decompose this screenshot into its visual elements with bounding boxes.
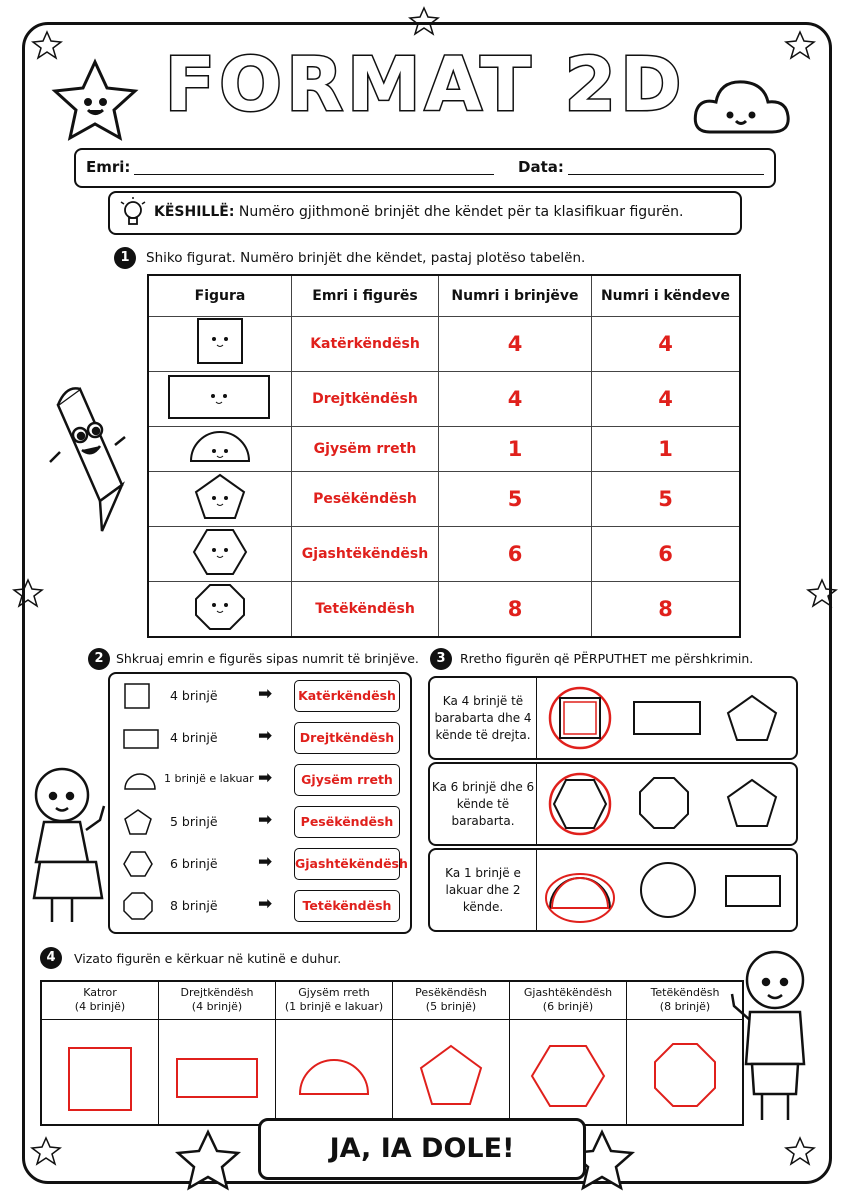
draw-cell[interactable]: [393, 982, 510, 1124]
semicircle-drawing: [300, 1060, 368, 1094]
column-title: Katror: [83, 986, 117, 999]
list-item: [110, 888, 410, 924]
sides-count: 4: [439, 317, 592, 372]
tip-text: [154, 204, 683, 220]
answer-field[interactable]: Pesëkëndësh: [294, 806, 400, 838]
date-field[interactable]: [568, 174, 764, 175]
sides-count: 4: [439, 372, 592, 427]
star-icon: [14, 580, 42, 606]
table-header: Emri i figurës: [292, 275, 439, 317]
answer-field[interactable]: Gjashtëkëndësh: [294, 848, 400, 880]
list-item: [110, 720, 410, 756]
rectangle-icon[interactable]: [634, 702, 700, 734]
smiling-star-icon: [55, 62, 135, 138]
lightbulb-icon: [118, 197, 148, 229]
shape-options: [538, 678, 794, 758]
section3-instruction: Rretho figurën që PËRPUTHET me përshkrimin.: [460, 651, 754, 666]
table-header-row: [148, 275, 740, 317]
sides-label: 4 brinjë: [170, 730, 218, 745]
pentagon-icon: [122, 807, 154, 837]
angles-count: 8: [592, 582, 741, 638]
circle-match-row: [428, 762, 798, 846]
shape-description: Ka 4 brinjë të barabarta dhe 4 kënde të drejta.: [430, 678, 537, 758]
arrow-right-icon: ➡: [258, 810, 273, 830]
hexagon-icon[interactable]: [554, 780, 606, 828]
star-icon: [808, 580, 836, 606]
section-number-3: 3: [430, 648, 452, 670]
octagon-icon: [148, 582, 292, 638]
hexagon-drawing: [532, 1046, 604, 1106]
smiling-star-icon: [178, 1132, 238, 1188]
star-icon: [33, 32, 61, 58]
tip-body: Numëro gjithmonë brinjët dhe këndet për ta klasifikuar figurën.: [238, 204, 684, 220]
pentagon-icon: [148, 472, 292, 527]
sides-label: 1 brinjë e lakuar: [164, 772, 254, 785]
shape-name: Tetëkëndësh: [292, 582, 439, 638]
shape-options: [538, 764, 794, 844]
arrow-right-icon: ➡: [258, 726, 273, 746]
arrow-right-icon: ➡: [258, 852, 273, 872]
sides-label: 8 brinjë: [170, 898, 218, 913]
section4-instruction: Vizato figurën e kërkuar në kutinë e duhur.: [74, 951, 342, 966]
semicircle-icon[interactable]: [550, 878, 610, 908]
shapes-table: [147, 274, 741, 638]
section-number-4: 4: [40, 947, 62, 969]
section1-instruction: Shiko figurat. Numëro brinjët dhe këndet, pastaj plotëso tabelën.: [146, 250, 586, 266]
hexagon-icon: [148, 527, 292, 582]
answer-circle[interactable]: [546, 874, 614, 922]
shape-description: Ka 6 brinjë dhe 6 kënde të barabarta.: [430, 764, 537, 844]
rectangle-icon: [148, 372, 292, 427]
square-icon[interactable]: [560, 698, 600, 738]
column-subtitle: (6 brinjë): [542, 1000, 594, 1013]
circle-icon[interactable]: [641, 863, 695, 917]
star-icon: [786, 32, 814, 58]
column-title: Tetëkëndësh: [650, 986, 720, 999]
section2-instruction: Shkruaj emrin e figurës sipas numrit të brinjëve.: [116, 651, 419, 666]
shape-description: Ka 1 brinjë e lakuar dhe 2 kënde.: [430, 850, 537, 930]
column-subtitle: (1 brinjë e lakuar): [284, 1000, 384, 1013]
angles-count: 6: [592, 527, 741, 582]
shape-name: Gjysëm rreth: [292, 427, 439, 472]
pentagon-icon[interactable]: [728, 780, 776, 826]
table-row: [148, 527, 740, 582]
answer-circle[interactable]: [550, 774, 610, 834]
table-row: [148, 582, 740, 638]
draw-cell[interactable]: [510, 982, 627, 1124]
column-title: Gjashtëkëndësh: [523, 986, 613, 999]
match-names-box: [108, 672, 412, 934]
square-icon: [122, 681, 152, 711]
shape-name: Katërkëndësh: [292, 317, 439, 372]
shape-options: [538, 850, 794, 930]
pencil-character-icon: [50, 388, 125, 531]
angles-count: 4: [592, 372, 741, 427]
draw-cell[interactable]: [276, 982, 393, 1124]
rectangle-drawing: [177, 1059, 257, 1097]
cloud-icon: [695, 82, 788, 132]
page-title: FORMAT 2D: [164, 42, 686, 128]
hexagon-icon: [122, 849, 154, 879]
circle-match-row: [428, 848, 798, 932]
sides-label: 6 brinjë: [170, 856, 218, 871]
star-icon: [410, 8, 438, 34]
draw-cell[interactable]: [159, 982, 276, 1124]
sides-count: 8: [439, 582, 592, 638]
answer-field[interactable]: Drejtkëndësh: [294, 722, 400, 754]
star-icon: [32, 1138, 60, 1164]
answer-field[interactable]: Gjysëm rreth: [294, 764, 400, 796]
table-header: Figura: [148, 275, 292, 317]
name-label: Emri:: [86, 158, 131, 176]
draw-shapes-table: [40, 980, 744, 1126]
tip-label: KËSHILLË:: [154, 204, 235, 220]
column-subtitle: (5 brinjë): [425, 1000, 477, 1013]
octagon-icon: [122, 891, 154, 921]
section-number-2: 2: [88, 648, 110, 670]
answer-field[interactable]: Katërkëndësh: [294, 680, 400, 712]
square-icon: [148, 317, 292, 372]
column-subtitle: (4 brinjë): [74, 1000, 126, 1013]
semicircle-icon: [148, 427, 292, 472]
list-item: [110, 678, 410, 714]
table-row: [148, 317, 740, 372]
congrats-banner: JA, IA DOLE!: [258, 1118, 586, 1180]
angles-count: 5: [592, 472, 741, 527]
semicircle-icon: [122, 765, 158, 795]
circle-match-row: [428, 676, 798, 760]
column-title: Drejtkëndësh: [180, 986, 254, 999]
rectangle-icon: [122, 723, 162, 753]
draw-cell[interactable]: [627, 982, 743, 1124]
column-title: Gjysëm rreth: [298, 986, 370, 999]
arrow-right-icon: ➡: [258, 684, 273, 704]
arrow-right-icon: ➡: [258, 768, 273, 788]
draw-cell[interactable]: [42, 982, 159, 1124]
pentagon-icon[interactable]: [728, 696, 776, 740]
angles-count: 1: [592, 427, 741, 472]
sides-label: 4 brinjë: [170, 688, 218, 703]
pentagon-drawing: [421, 1046, 481, 1104]
girl-character-icon: [34, 769, 104, 922]
table-row: [148, 427, 740, 472]
table-row: [148, 372, 740, 427]
list-item: [110, 846, 410, 882]
answer-field[interactable]: Tetëkëndësh: [294, 890, 400, 922]
column-subtitle: (4 brinjë): [191, 1000, 243, 1013]
sides-count: 5: [439, 472, 592, 527]
shape-name: Gjashtëkëndësh: [292, 527, 439, 582]
shape-name: Pesëkëndësh: [292, 472, 439, 527]
list-item: [110, 762, 410, 798]
octagon-icon[interactable]: [640, 778, 688, 828]
tip-box: [108, 191, 742, 235]
shape-name: Drejtkëndësh: [292, 372, 439, 427]
table-header: Numri i këndeve: [592, 275, 741, 317]
date-label: Data:: [518, 158, 564, 176]
arrow-right-icon: ➡: [258, 894, 273, 914]
column-subtitle: (8 brinjë): [659, 1000, 711, 1013]
star-icon: [786, 1138, 814, 1164]
rectangle-icon[interactable]: [726, 876, 780, 906]
sides-count: 6: [439, 527, 592, 582]
name-field[interactable]: [134, 174, 494, 175]
sides-label: 5 brinjë: [170, 814, 218, 829]
section-number-1: 1: [114, 247, 136, 269]
table-row: [148, 472, 740, 527]
octagon-drawing: [655, 1044, 715, 1106]
square-drawing: [69, 1048, 131, 1110]
name-date-bar: [74, 148, 776, 188]
sides-count: 1: [439, 427, 592, 472]
list-item: [110, 804, 410, 840]
angles-count: 4: [592, 317, 741, 372]
table-header: Numri i brinjëve: [439, 275, 592, 317]
column-title: Pesëkëndësh: [415, 986, 487, 999]
